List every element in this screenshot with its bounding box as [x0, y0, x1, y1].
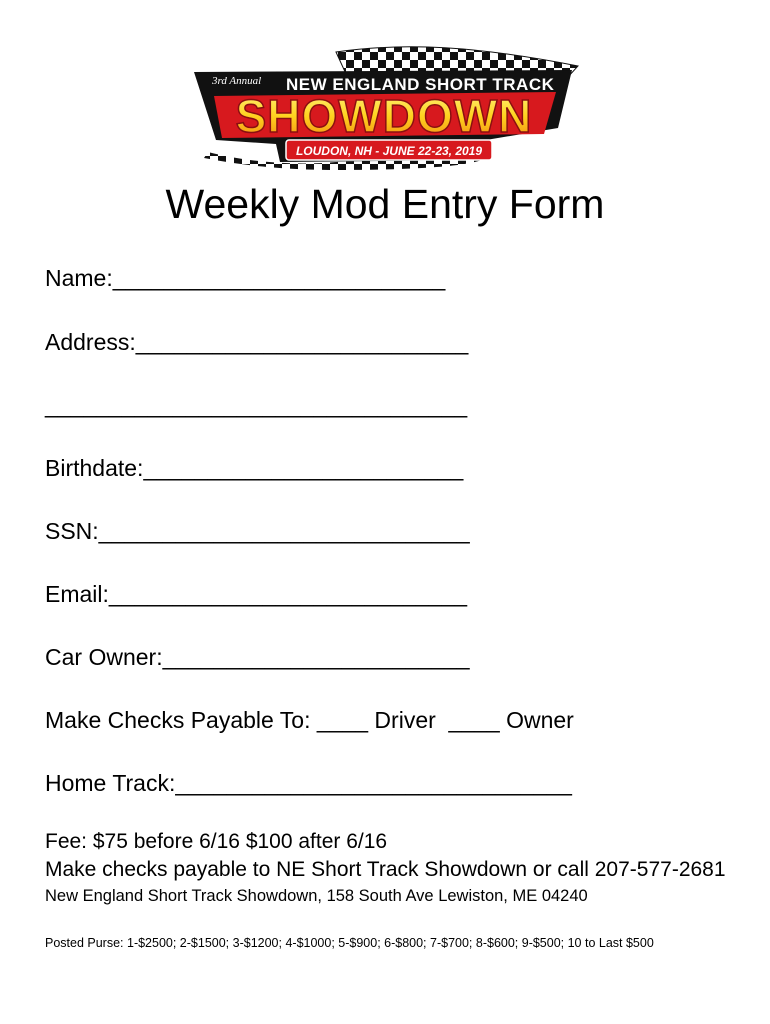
fee-text: Fee: $75 before 6/16 $100 after 6/16 — [45, 830, 388, 853]
name-field[interactable]: Name:__________________________ — [45, 265, 446, 291]
form-title: Weekly Mod Entry Form — [165, 181, 605, 227]
car-owner-field[interactable]: Car Owner:________________________ — [45, 644, 470, 670]
mailing-address-text: New England Short Track Showdown, 158 South Ave Lewiston, ME 04240 — [45, 887, 588, 905]
email-field[interactable]: Email:____________________________ — [45, 581, 468, 607]
logo-top-line: NEW ENGLAND SHORT TRACK — [286, 75, 555, 94]
address-field[interactable]: Address:__________________________ — [45, 329, 469, 355]
logo-main-word: SHOWDOWN — [235, 90, 533, 142]
checks-payable-to-field[interactable]: Make Checks Payable To: ____ Driver ____ Owner — [45, 707, 574, 733]
event-logo — [186, 44, 582, 172]
home-track-field[interactable]: Home Track:_______________________________ — [45, 770, 572, 796]
logo-edition: 3rd Annual — [212, 75, 262, 87]
posted-purse-text: Posted Purse: 1-$2500; 2-$1500; 3-$1200; 4-$1000; 5-$900; 6-$800; 7-$700; 8-$600; 9-$500; 10 to Last $500 — [45, 936, 654, 950]
logo-date-line: LOUDON, NH - JUNE 22-23, 2019 — [295, 144, 483, 158]
address-line-2-field[interactable]: _________________________________ — [45, 392, 468, 418]
showdown-logo-graphic — [186, 44, 582, 172]
birthdate-field[interactable]: Birthdate:_________________________ — [45, 455, 464, 481]
ssn-field[interactable]: SSN:_____________________________ — [45, 518, 470, 544]
checks-note-text: Make checks payable to NE Short Track Showdown or call 207-577-2681 — [45, 858, 726, 881]
